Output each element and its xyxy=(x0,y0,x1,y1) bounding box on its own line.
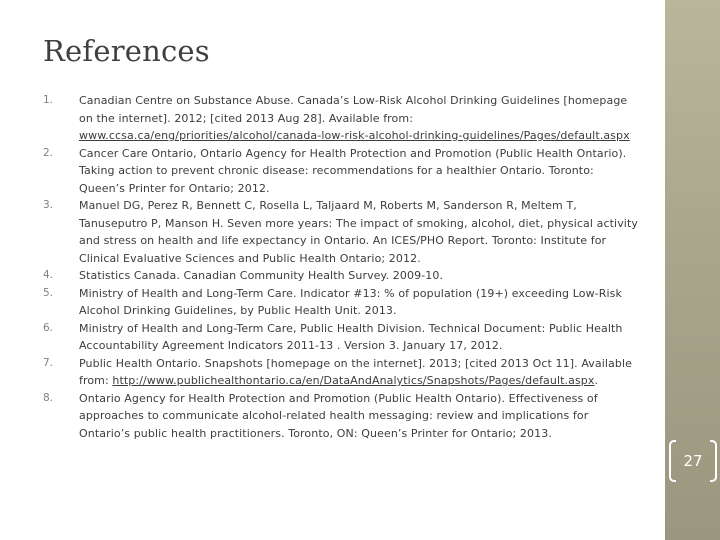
reference-item xyxy=(43,92,643,145)
reference-item xyxy=(43,285,643,320)
reference-text xyxy=(79,197,643,267)
reference-text xyxy=(79,390,643,443)
reference-text xyxy=(79,267,643,285)
reference-number: 7. xyxy=(43,356,54,369)
reference-citation: Public Health Ontario. Snapshots [homepage on the internet]. 2013; [cited 2013 Oct 11]. Available from: xyxy=(79,356,633,387)
reference-number: 1. xyxy=(43,94,54,106)
reference-link[interactable]: www.ccsa.ca/eng/priorities/alcohol/canada-low-risk-alcohol-drinking-guidelines/Pages/default.aspx xyxy=(79,129,630,142)
reference-number: 8. xyxy=(43,391,54,404)
reference-text xyxy=(79,285,643,320)
reference-item xyxy=(43,267,643,285)
reference-item xyxy=(43,320,643,355)
page-title: References xyxy=(43,34,210,68)
reference-item xyxy=(43,355,643,390)
reference-citation: Ministry of Health and Long-Term Care. Indicator #13: % of population (19+) exceeding Low-Risk Alcohol Drinking Guidelines, by Public Health Unit. 2013. xyxy=(79,286,622,317)
reference-item xyxy=(43,197,643,267)
reference-citation: Canadian Centre on Substance Abuse. Canada’s Low-Risk Alcohol Drinking Guidelines [homepage on the internet]. 2012; [cited 2013 Aug 28]. Available from: xyxy=(79,94,628,125)
reference-number: 6. xyxy=(43,321,54,334)
reference-text xyxy=(79,355,643,390)
reference-number: 5. xyxy=(43,286,54,299)
reference-citation: Statistics Canada. Canadian Community Health Survey. 2009-10. xyxy=(79,269,444,282)
reference-item xyxy=(43,390,643,443)
left-bracket-icon xyxy=(669,440,676,482)
reference-suffix: . xyxy=(594,374,599,387)
reference-text xyxy=(79,92,643,145)
reference-number: 4. xyxy=(43,269,54,281)
reference-citation: Cancer Care Ontario, Ontario Agency for Health Protection and Promotion (Public Health Ontario). Taking action to prevent chronic disease: recommendations for a healthier Ontario. Toronto: Queen’s Printer for Ontario; 2012. xyxy=(79,146,627,195)
reference-citation: Manuel DG, Perez R, Bennett C, Rosella L, Taljaard M, Roberts M, Sanderson R, Meltem T, Tanuseputro P, Manson H. Seven more years: The impact of smoking, alcohol, diet, physical activity and stress on health and life expectancy in Ontario. An ICES/PHO Report. Toronto: Institute for Clinical Evaluative Sciences and Public Health Ontario; 2012. xyxy=(79,199,638,265)
reference-text xyxy=(79,145,643,198)
reference-list xyxy=(43,92,643,442)
reference-text xyxy=(79,320,643,355)
right-bracket-icon xyxy=(710,440,717,482)
reference-citation: Ontario Agency for Health Protection and Promotion (Public Health Ontario). Effectiveness of approaches to communicate alcohol-related health messaging: review and implications for Ontario’s public health practitioners. Toronto, ON: Queen’s Printer for Ontario; 2013. xyxy=(79,391,598,440)
reference-number: 3. xyxy=(43,199,54,211)
reference-link[interactable]: http://www.publichealthontario.ca/en/DataAndAnalytics/Snapshots/Pages/default.aspx xyxy=(112,374,595,387)
page-number-badge xyxy=(669,440,717,482)
reference-number: 2. xyxy=(43,146,54,159)
page-number: 27 xyxy=(683,452,703,470)
reference-item xyxy=(43,145,643,198)
reference-citation: Ministry of Health and Long-Term Care, Public Health Division. Technical Document: Public Health Accountability Agreement Indicators 2011-13 . Version 3. January 17, 2012. xyxy=(79,321,623,352)
